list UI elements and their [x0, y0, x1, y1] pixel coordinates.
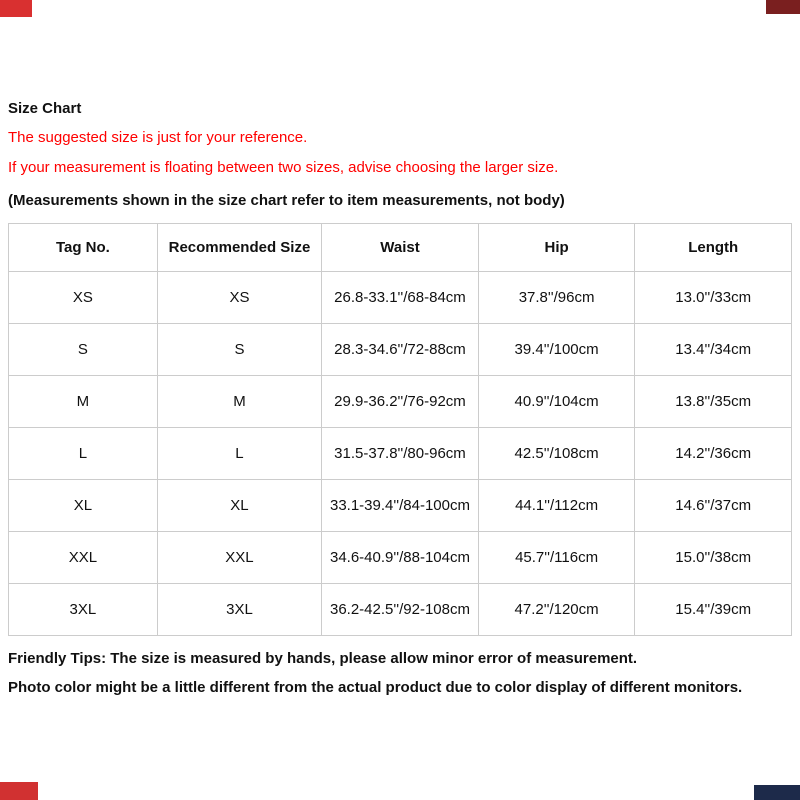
- table-row: [9, 272, 792, 324]
- cell-waist: 34.6-40.9''/88-104cm: [322, 532, 479, 584]
- cell-tag: XL: [9, 480, 158, 532]
- friendly-tips-measurement: Friendly Tips: The size is measured by hands, please allow minor error of measurement.: [8, 650, 638, 667]
- cell-recommended-size: XL: [157, 480, 321, 532]
- table-row: [9, 584, 792, 636]
- cell-recommended-size: M: [157, 376, 321, 428]
- cell-hip: 39.4''/100cm: [478, 324, 635, 376]
- table-row: [9, 480, 792, 532]
- reference-note: The suggested size is just for your reference.: [8, 129, 308, 146]
- cell-recommended-size: 3XL: [157, 584, 321, 636]
- cell-hip: 45.7''/116cm: [478, 532, 635, 584]
- cell-tag: XXL: [9, 532, 158, 584]
- table-header-row: [9, 224, 792, 272]
- column-header-tag-no: Tag No.: [9, 224, 158, 272]
- cell-hip: 44.1''/112cm: [478, 480, 635, 532]
- size-chart-table: [8, 223, 792, 636]
- cell-tag: M: [9, 376, 158, 428]
- cell-hip: 40.9''/104cm: [478, 376, 635, 428]
- cell-recommended-size: L: [157, 428, 321, 480]
- table-row: [9, 428, 792, 480]
- corner-image-fragment-bottom-left: [0, 782, 38, 800]
- corner-image-fragment-top-right: [766, 0, 800, 14]
- footer-tips: [8, 650, 792, 696]
- cell-waist: 33.1-39.4''/84-100cm: [322, 480, 479, 532]
- cell-tag: XS: [9, 272, 158, 324]
- cell-length: 15.4''/39cm: [635, 584, 792, 636]
- cell-length: 14.6''/37cm: [635, 480, 792, 532]
- cell-tag: S: [9, 324, 158, 376]
- column-header-length: Length: [635, 224, 792, 272]
- column-header-recommended-size: Recommended Size: [157, 224, 321, 272]
- size-chart-content: [8, 100, 792, 708]
- cell-waist: 31.5-37.8''/80-96cm: [322, 428, 479, 480]
- cell-waist: 26.8-33.1''/68-84cm: [322, 272, 479, 324]
- cell-length: 14.2''/36cm: [635, 428, 792, 480]
- photo-color-disclaimer: Photo color might be a little different from the actual product due to color display of different monitors.: [8, 679, 743, 696]
- cell-tag: 3XL: [9, 584, 158, 636]
- cell-length: 13.4''/34cm: [635, 324, 792, 376]
- cell-length: 13.8''/35cm: [635, 376, 792, 428]
- cell-length: 15.0''/38cm: [635, 532, 792, 584]
- corner-image-fragment-top-left: [0, 0, 32, 17]
- cell-waist: 29.9-36.2''/76-92cm: [322, 376, 479, 428]
- cell-hip: 47.2''/120cm: [478, 584, 635, 636]
- cell-hip: 37.8''/96cm: [478, 272, 635, 324]
- measurement-disclaimer: (Measurements shown in the size chart refer to item measurements, not body): [8, 192, 565, 209]
- table-row: [9, 532, 792, 584]
- cell-length: 13.0''/33cm: [635, 272, 792, 324]
- column-header-hip: Hip: [478, 224, 635, 272]
- cell-waist: 36.2-42.5''/92-108cm: [322, 584, 479, 636]
- corner-image-fragment-bottom-right: [754, 785, 800, 800]
- cell-hip: 42.5''/108cm: [478, 428, 635, 480]
- sizing-advice-note: If your measurement is floating between two sizes, advise choosing the larger size.: [8, 159, 559, 176]
- cell-recommended-size: XXL: [157, 532, 321, 584]
- cell-waist: 28.3-34.6''/72-88cm: [322, 324, 479, 376]
- page-title: Size Chart: [8, 100, 82, 117]
- cell-recommended-size: S: [157, 324, 321, 376]
- cell-tag: L: [9, 428, 158, 480]
- table-row: [9, 376, 792, 428]
- cell-recommended-size: XS: [157, 272, 321, 324]
- table-row: [9, 324, 792, 376]
- column-header-waist: Waist: [322, 224, 479, 272]
